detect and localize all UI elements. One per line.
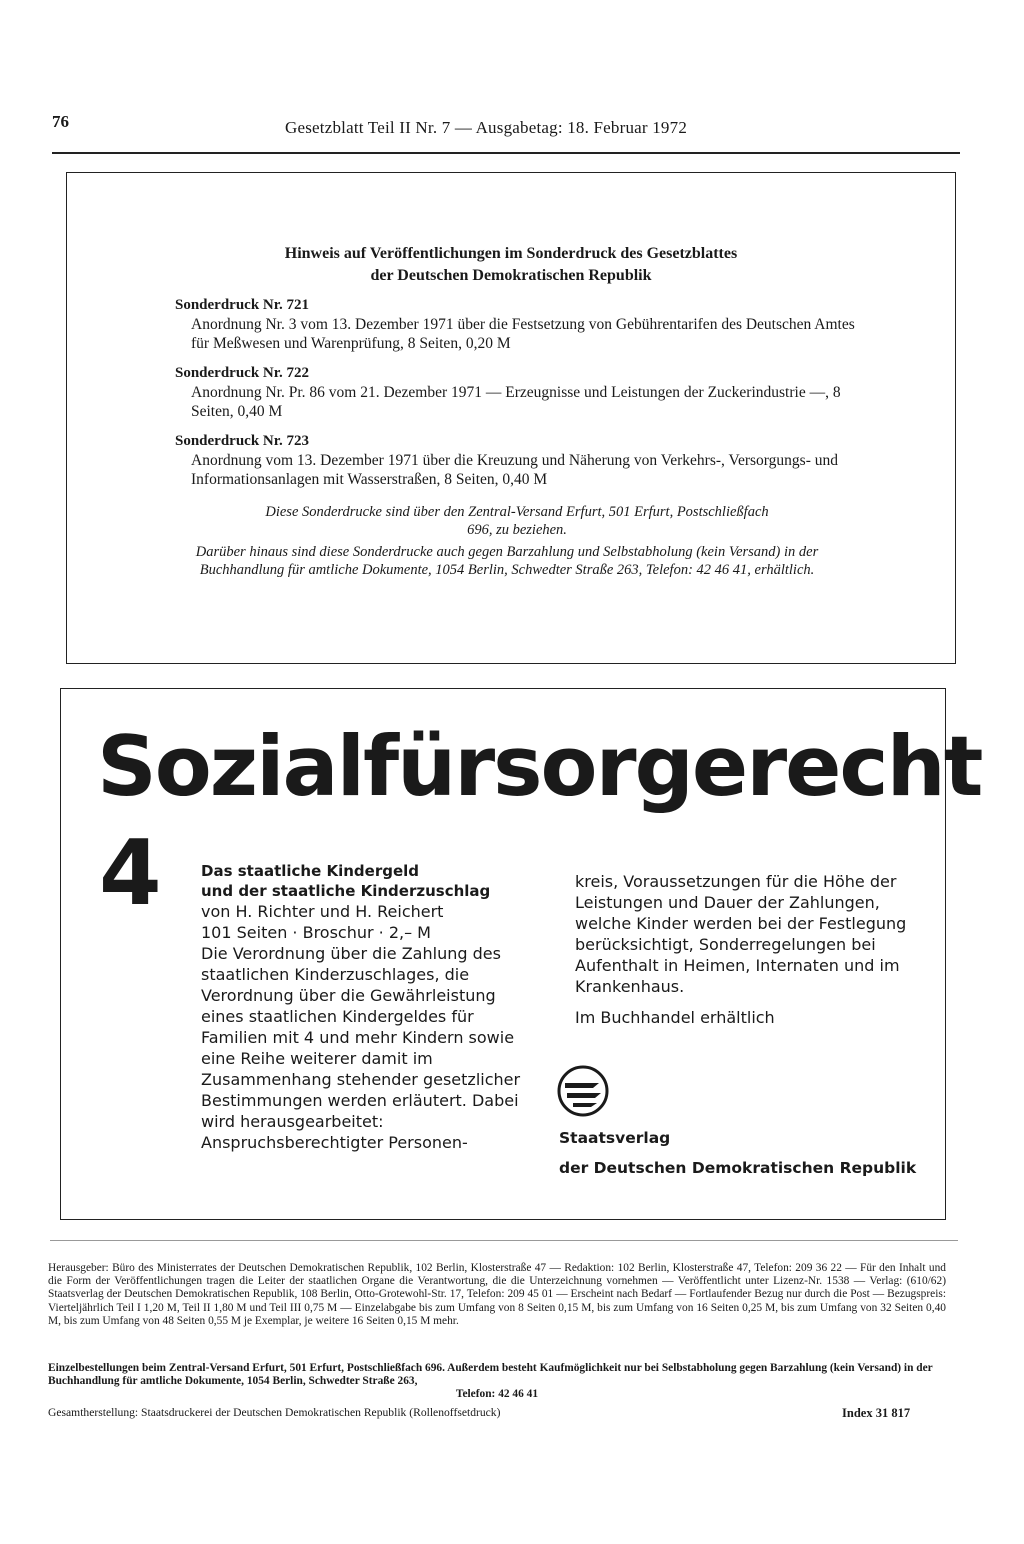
sonderdruck-text: Anordnung vom 13. Dezember 1971 über die Kreuzung und Näherung von Verkehrs-, Versorgungs- und Informationsanlagen mit Wasserstraßen, 8 Seiten, 0,40 M [191, 452, 838, 488]
sonderdruck-notice-box [66, 172, 956, 664]
book-details: 101 Seiten · Broschur · 2,– M [201, 923, 431, 942]
publisher-line2: der Deutschen Demokratischen Republik [559, 1159, 917, 1177]
sonderdruck-title: Sonderdruck Nr. 723 [175, 433, 310, 449]
imprint-orders [48, 1362, 946, 1402]
sonderdruck-text: Anordnung Nr. 3 vom 13. Dezember 1971 über die Festsetzung von Gebührentarifen des Deutschen Amtes für Meßwesen und Warenprüfung, 8 Seiten, 0,20 M [191, 316, 855, 352]
sonderdruck-title: Sonderdruck Nr. 721 [175, 297, 310, 313]
book-description-part2: kreis, Voraussetzungen für die Höhe der Leistungen und Dauer der Zahlungen, welche Kinder werden bei der Festlegung berücksichtigt, Sonderregelungen bei Aufenthalt in Heimen, Internaten und im Krankenhaus. [575, 872, 907, 996]
sonderdruck-title: Sonderdruck Nr. 722 [175, 365, 310, 381]
ad-title: Sozialfürsorgerecht [97, 718, 982, 815]
notice-heading-line1: Hinweis auf Veröffentlichungen im Sonderdruck des Gesetzblattes [284, 245, 738, 262]
colophon: Gesamtherstellung: Staatsdruckerei der Deutschen Demokratischen Republik (Rollenoffsetdruck) [48, 1406, 501, 1419]
ad-column-left [201, 861, 541, 1153]
orders-text: Einzelbestellungen beim Zentral-Versand Erfurt, 501 Erfurt, Postschließfach 696. Außerdem besteht Kaufmöglichkeit nur bei Selbstabholung gegen Barzahlung (kein Versand) in der Buchhandlung für amtliche Dokumente, 1054 Berlin, Schwedter Straße 263, [48, 1362, 933, 1388]
book-advertisement [60, 688, 982, 1220]
sonderdruck-item [175, 363, 855, 421]
notice-heading-line2: der Deutschen Demokratischen Republik [370, 267, 652, 284]
sonderdruck-text: Anordnung Nr. Pr. 86 vom 21. Dezember 1971 — Erzeugnisse und Leistungen der Zuckerindustrie —, 8 Seiten, 0,40 M [191, 384, 841, 420]
book-title-line1: Das staatliche Kindergeld [201, 862, 420, 880]
ad-column-right [575, 871, 915, 1028]
publisher-name [559, 1123, 916, 1183]
header-rule [52, 152, 960, 154]
staatsverlag-logo-icon [557, 1065, 609, 1117]
availability-note: Im Buchhandel erhältlich [575, 1008, 775, 1027]
book-authors: von H. Richter und H. Reichert [201, 902, 444, 921]
ad-volume-number: 4 [99, 821, 162, 926]
page-number: 76 [52, 112, 69, 131]
notice-pickup-note: Darüber hinaus sind diese Sonderdrucke auch gegen Barzahlung und Selbstabholung (kein Versand) in der Buchhandlung für amtliche Dokumente, 1054 Berlin, Schwedter Straße 263, Telefon: 42 46 41, erhältlich. [195, 544, 819, 578]
book-title-line2: und der staatliche Kinderzuschlag [201, 882, 491, 900]
publisher-line1: Staatsverlag [559, 1129, 671, 1147]
header-title: Gesetzblatt Teil II Nr. 7 — Ausgabetag: 18. Februar 1972 [285, 118, 688, 137]
book-description-part1: Die Verordnung über die Zahlung des staatlichen Kinderzuschlages, die Verordnung über die Gewährleistung eines staatlichen Kindergeldes für Familien mit 4 und mehr Kindern sowie eine Reihe weiterer damit im Zusammenhang stehender gesetzlicher Bestimmungen werden erläutert. Dabei wird herausgearbeitet: Anspruchsberechtigter Personen- [201, 944, 521, 1152]
sonderdruck-item [175, 295, 855, 353]
notice-ordering-note: Diese Sonderdrucke sind über den Zentral-Versand Erfurt, 501 Erfurt, Postschließfach 696, zu beziehen. [265, 504, 769, 538]
orders-telephone: Telefon: 42 46 41 [455, 1388, 539, 1401]
index-number: Index 31 817 [842, 1406, 911, 1420]
imprint-text: Herausgeber: Büro des Ministerrates der Deutschen Demokratischen Republik, 102 Berlin, Klosterstraße 47 — Redaktion: 102 Berlin, Klosterstraße 47, Telefon: 209 36 22 — Für den Inhalt und die Form der Veröffentlichungen tragen die Leiter der staatlichen Organe die Verantwortung, die die Unterzeichnung vornehmen — Veröffentlicht unter Lizenz-Nr. 1538 — Verlag: (610/62) Staatsverlag der Deutschen Demokratischen Republik, 108 Berlin, Otto-Grotewohl-Str. 17, Telefon: 209 45 01 — Erscheint nach Bedarf — Fortlaufender Bezug nur durch die Post — Bezugspreis: Vierteljährlich Teil I 1,20 M, Teil II 1,80 M und Teil III 0,75 M — Einzelabgabe bis zum Umfang von 8 Seiten 0,15 M, bis zum Umfang von 16 Seiten 0,25 M, bis zum Umfang von 32 Seiten 0,40 M, bis zum Umfang von 48 Seiten 0,55 M je Exemplar, je weitere 16 Seiten 0,15 M mehr. [48, 1262, 946, 1327]
footer-rule [50, 1240, 958, 1241]
sonderdruck-item [175, 431, 855, 489]
notice-heading [67, 243, 955, 287]
page-header [52, 108, 960, 148]
